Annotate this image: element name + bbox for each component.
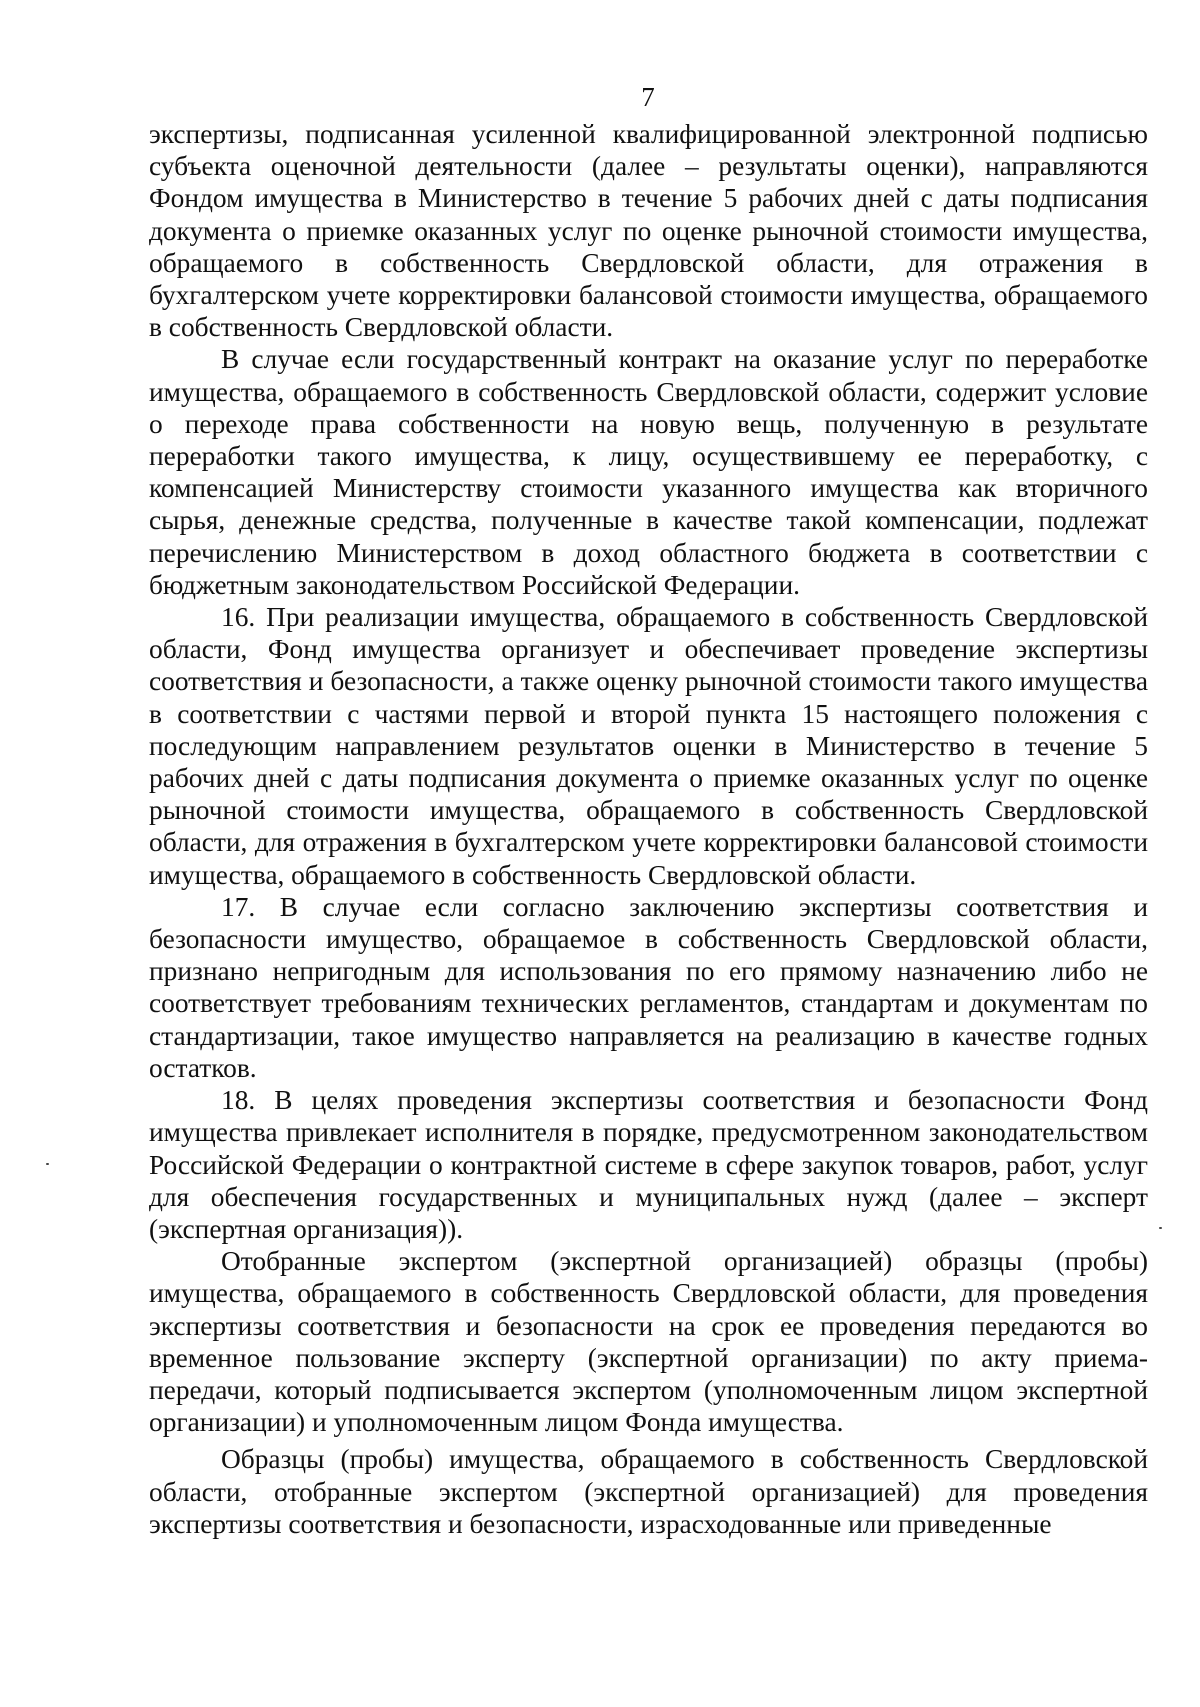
paragraph-item-16: 16. При реализации имущества, обращаемого в собственность Свердловской области, Фонд имущества организует и обеспечивает проведение экспертизы соответствия и безопасности, а также оценку рыночной стоимости такого имущества в соответствии с частями первой и второй пункта 15 настоящего положения с последующим направлением результатов оценки в Министерство в течение 5 рабочих дней с даты подписания документа о приемке оказанных услуг по оценке рыночной стоимости имущества, обращаемого в собственность Свердловской области, для отражения в бухгалтерском учете корректировки балансовой стоимости имущества, обращаемого в собственность Свердловской области.: [149, 602, 1148, 890]
page-number: 7: [641, 82, 655, 112]
paragraph-samples-consumed: Образцы (пробы) имущества, обращаемого в собственность Свердловской области, отобранные экспертом (экспертной организацией) для проведения экспертизы соответствия и безопасности, израсходованные или приведенные: [149, 1444, 1148, 1539]
paragraph-samples-transfer: Отобранные экспертом (экспертной организацией) образцы (пробы) имущества, обращаемого в собственность Свердловской области, для проведения экспертизы соответствия и безопасности на срок ее проведения передаются во временное пользование эксперту (экспертной организации) по акту приема-передачи, который подписывается экспертом (уполномоченным лицом экспертной организации) и уполномоченным лицом Фонда имущества.: [149, 1246, 1148, 1438]
paragraph-item-18: 18. В целях проведения экспертизы соответствия и безопасности Фонд имущества привлекает исполнителя в порядке, предусмотренном законодательством Российской Федерации о контрактной системе в сфере закупок товаров, работ, услуг для обеспечения государственных и муниципальных нужд (далее – эксперт (экспертная организация)).: [149, 1085, 1148, 1244]
paragraph-continuation: экспертизы, подписанная усиленной квалифицированной электронной подписью субъекта оценочной деятельности (далее – результаты оценки), направляются Фондом имущества в Министерство в течение 5 рабочих дней с даты подписания документа о приемке оказанных услуг по оценке рыночной стоимости имущества, обращаемого в собственность Свердловской области, для отражения в бухгалтерском учете корректировки балансовой стоимости имущества, обращаемого в собственность Свердловской области.: [149, 119, 1148, 343]
document-body: [149, 118, 1148, 1540]
paragraph-processing-contract: В случае если государственный контракт на оказание услуг по переработке имущества, обращаемого в собственность Свердловской области, содержит условие о переходе права собственности на новую вещь, полученную в результате переработки такого имущества, к лицу, осуществившему ее переработку, с компенсацией Министерству стоимости указанного имущества как вторичного сырья, денежные средства, полученные в качестве такой компенсации, подлежат перечислению Министерством в доход областного бюджета в соответствии с бюджетным законодательством Российской Федерации.: [149, 344, 1148, 600]
scan-speck: [1159, 1227, 1162, 1229]
paragraph-item-17: 17. В случае если согласно заключению экспертизы соответствия и безопасности имущество, обращаемое в собственность Свердловской области, признано непригодным для использования по его прямому назначению либо не соответствует требованиям технических регламентов, стандартам и документам по стандартизации, такое имущество направляется на реализацию в качестве годных остатков.: [149, 891, 1148, 1083]
scan-speck: [46, 1163, 49, 1165]
